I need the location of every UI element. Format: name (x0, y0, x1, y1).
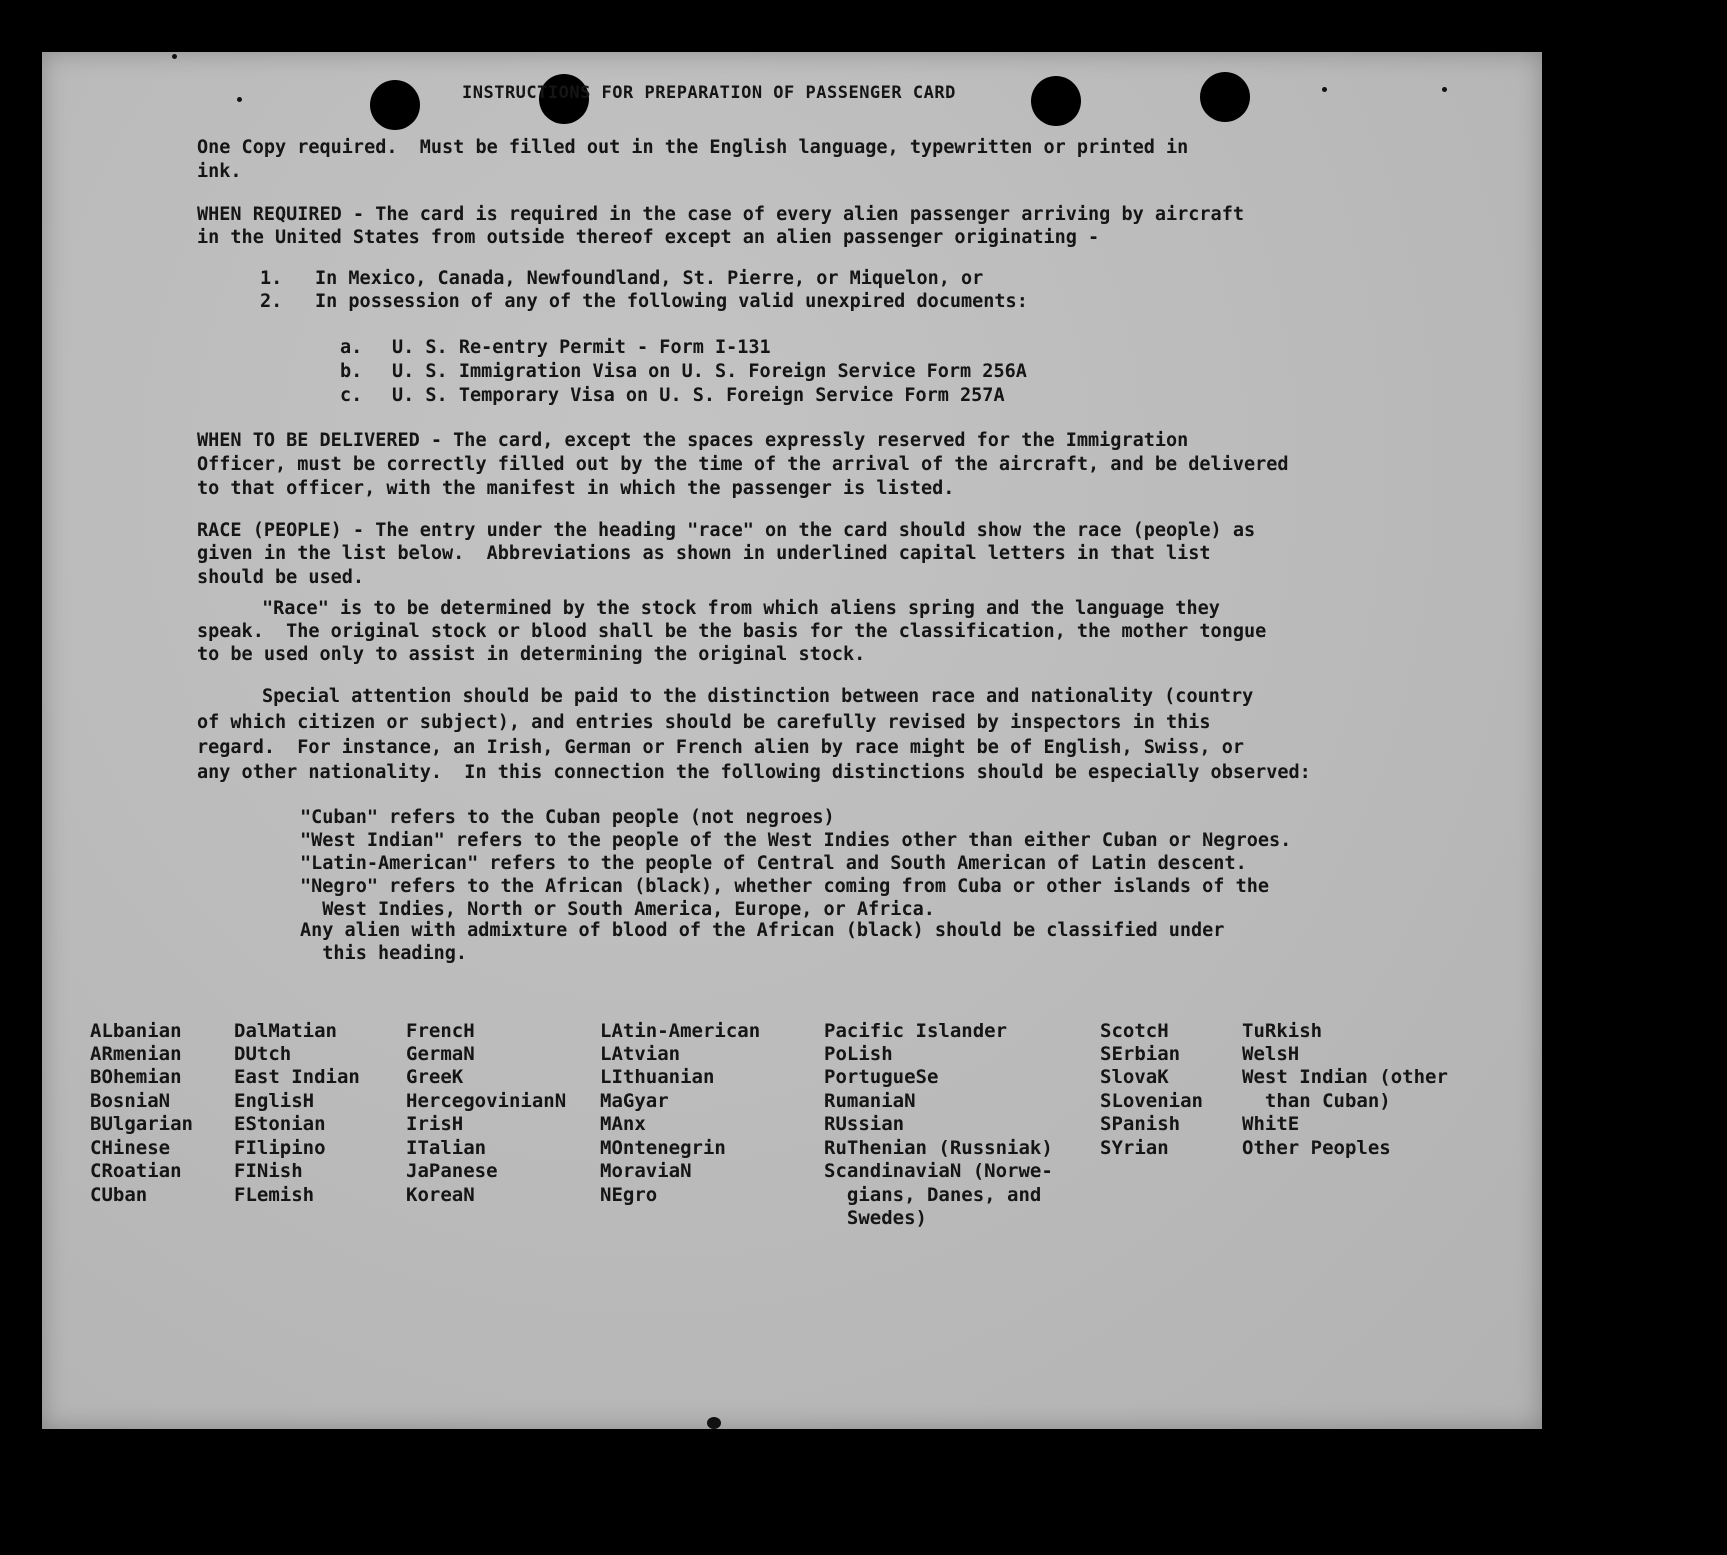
intro-line: One Copy required. Must be filled out in the English language, typewritten or printed in (197, 137, 1189, 158)
numbered-item-text: In Mexico, Canada, Newfoundland, St. Pierre, or Miquelon, or (315, 268, 984, 289)
race-item: SPanish (1100, 1113, 1181, 1135)
distinction-line: "Latin-American" refers to the people of Central and South American of Latin descent. (300, 853, 1247, 874)
race-item: SErbian (1100, 1043, 1181, 1065)
race-item: GreeK (406, 1066, 464, 1088)
speck (237, 97, 242, 102)
race-item: WelsH (1242, 1043, 1300, 1065)
distinction-line: Any alien with admixture of blood of the African (black) should be classified under (300, 920, 1225, 941)
race-determined-line: "Race" is to be determined by the stock from which aliens spring and the language they (262, 598, 1220, 619)
race-item: JaPanese (406, 1160, 498, 1182)
race-determined-line: to be used only to assist in determining the original stock. (197, 644, 866, 665)
race-item: West Indian (other (1242, 1066, 1448, 1088)
race-item: MAnx (600, 1113, 646, 1135)
race-item: ScandinaviaN (Norwe- (824, 1160, 1053, 1182)
sub-item-letter: a. (340, 337, 363, 358)
race-item: NEgro (600, 1184, 658, 1206)
speck (172, 54, 177, 59)
race-item: MoraviaN (600, 1160, 692, 1182)
race-item: RumaniaN (824, 1090, 916, 1112)
race-item: BOhemian (90, 1066, 182, 1088)
special-attention-line: of which citizen or subject), and entries should be carefully revised by inspectors in this (197, 712, 1211, 733)
race-item: ScotcH (1100, 1020, 1169, 1042)
race-item: than Cuban) (1242, 1090, 1391, 1112)
race-item: ALbanian (90, 1020, 182, 1042)
sub-item-text: U. S. Re-entry Permit - Form I-131 (392, 337, 771, 358)
when-delivered-line: WHEN TO BE DELIVERED - The card, except the spaces expressly reserved for the Immigration (197, 430, 1189, 451)
race-item: LAtin-American (600, 1020, 761, 1042)
race-item: Pacific Islander (824, 1020, 1008, 1042)
sub-item-text: U. S. Temporary Visa on U. S. Foreign Service Form 257A (392, 385, 1005, 406)
when-required-line: WHEN REQUIRED - The card is required in the case of every alien passenger arriving by aircraft (197, 204, 1244, 225)
sub-item-text: U. S. Immigration Visa on U. S. Foreign Service Form 256A (392, 361, 1027, 382)
race-item: FIlipino (234, 1137, 326, 1159)
race-item: LIthuanian (600, 1066, 715, 1088)
race-item: East Indian (234, 1066, 360, 1088)
race-item: EnglisH (234, 1090, 315, 1112)
punch-hole (1031, 76, 1081, 126)
special-attention-line: regard. For instance, an Irish, German or French alien by race might be of English, Swiss, or (197, 737, 1244, 758)
race-item: SYrian (1100, 1137, 1169, 1159)
race-item: DUtch (234, 1043, 292, 1065)
race-item: RuThenian (Russniak) (824, 1137, 1053, 1159)
race-item: CRoatian (90, 1160, 182, 1182)
distinction-line: "Cuban" refers to the Cuban people (not negroes) (300, 807, 835, 828)
race-item: GermaN (406, 1043, 475, 1065)
race-determined-line: speak. The original stock or blood shall be the basis for the classification, the mother tongue (197, 621, 1267, 642)
race-item: CHinese (90, 1137, 171, 1159)
speck (1322, 87, 1327, 92)
race-item: MOntenegrin (600, 1137, 726, 1159)
race-item: IrisH (406, 1113, 464, 1135)
race-item: KoreaN (406, 1184, 475, 1206)
race-item: ITalian (406, 1137, 487, 1159)
punch-hole (370, 80, 420, 130)
race-item: LAtvian (600, 1043, 681, 1065)
race-people-line: RACE (PEOPLE) - The entry under the heading "race" on the card should show the race (people) as (197, 520, 1256, 541)
race-item: FLemish (234, 1184, 315, 1206)
race-people-line: should be used. (197, 567, 365, 588)
speck (707, 1417, 721, 1429)
page-title: INSTRUCTIONS FOR PREPARATION OF PASSENGER CARD (462, 83, 956, 103)
special-attention-line: Special attention should be paid to the distinction between race and nationality (country (262, 686, 1254, 707)
when-required-line: in the United States from outside thereof except an alien passenger originating - (197, 227, 1100, 248)
race-item: RUssian (824, 1113, 905, 1135)
distinction-line: "Negro" refers to the African (black), whether coming from Cuba or other islands of the (300, 876, 1270, 897)
race-item: FINish (234, 1160, 303, 1182)
race-item: BUlgarian (90, 1113, 193, 1135)
distinction-line: West Indies, North or South America, Europe, or Africa. (300, 899, 935, 920)
special-attention-line: any other nationality. In this connection the following distinctions should be especially observed: (197, 762, 1311, 783)
numbered-item-number: 1. (260, 268, 283, 289)
distinction-line: "West Indian" refers to the people of the West Indies other than either Cuban or Negroes. (300, 830, 1292, 851)
numbered-item-text: In possession of any of the following valid unexpired documents: (315, 291, 1028, 312)
race-item: gians, Danes, and (824, 1184, 1042, 1206)
race-item: MaGyar (600, 1090, 669, 1112)
race-item: EStonian (234, 1113, 326, 1135)
distinction-line: this heading. (300, 943, 468, 964)
race-item: Swedes) (824, 1207, 927, 1229)
race-item: PortugueSe (824, 1066, 939, 1088)
sub-item-letter: b. (340, 361, 363, 382)
punch-hole (1200, 72, 1250, 122)
race-item: SLovenian (1100, 1090, 1203, 1112)
paper-sheet (42, 52, 1542, 1429)
race-item: TuRkish (1242, 1020, 1323, 1042)
race-item: DalMatian (234, 1020, 337, 1042)
race-item: BosniaN (90, 1090, 171, 1112)
race-item: HercegovinianN (406, 1090, 567, 1112)
race-item: ARmenian (90, 1043, 182, 1065)
race-people-line: given in the list below. Abbreviations as shown in underlined capital letters in that list (197, 543, 1211, 564)
race-item: FrencH (406, 1020, 475, 1042)
when-delivered-line: Officer, must be correctly filled out by the time of the arrival of the aircraft, and be delivered (197, 454, 1289, 475)
sub-item-letter: c. (340, 385, 363, 406)
race-item: WhitE (1242, 1113, 1300, 1135)
intro-line: ink. (197, 161, 242, 182)
race-item: SlovaK (1100, 1066, 1169, 1088)
when-delivered-line: to that officer, with the manifest in which the passenger is listed. (197, 478, 955, 499)
speck (1442, 87, 1447, 92)
race-item: PoLish (824, 1043, 893, 1065)
numbered-item-number: 2. (260, 291, 283, 312)
race-item: Other Peoples (1242, 1137, 1391, 1159)
race-item: CUban (90, 1184, 148, 1206)
